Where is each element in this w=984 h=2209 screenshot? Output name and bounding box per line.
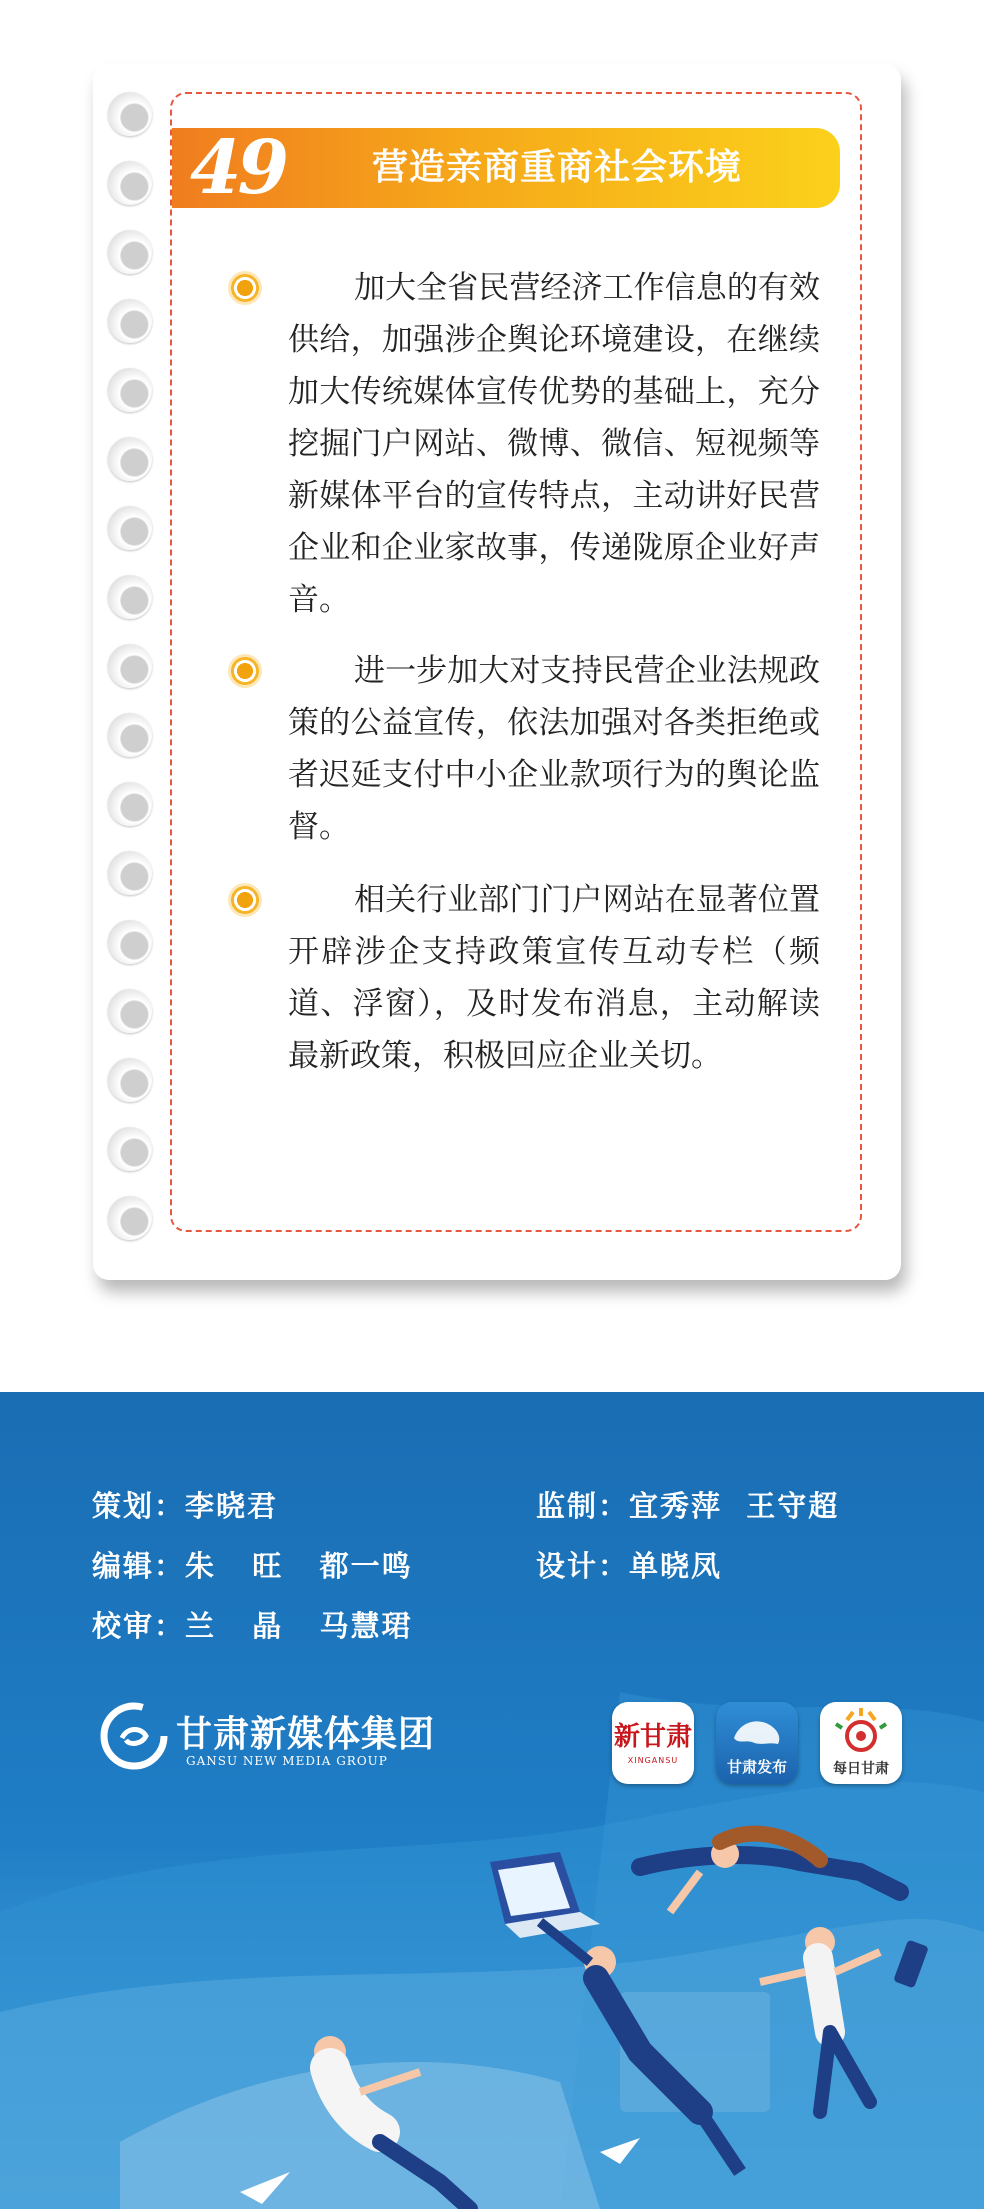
person-flying-top [640,1834,900,1912]
app-subtitle: XINGANSU [627,1756,679,1765]
binder-ring-icon [108,782,152,826]
binder-ring-icon [108,1127,152,1171]
credit-review: 校审：兰 晶 马慧珺 [92,1609,413,1643]
logo-name-en: GANSU NEW MEDIA GROUP [186,1754,388,1768]
binder-ring-icon [108,437,152,481]
bullet-icon [228,654,262,688]
binder-ring-icon [108,713,152,757]
gansu-map-icon [716,1708,798,1758]
xingansu-logo-icon[interactable] [612,1702,694,1784]
gansu-media-logo-icon [98,1700,170,1772]
binder-ring-icon [108,920,152,964]
paragraph-3: 相关行业部门门户网站在显著位置开辟涉企支持政策宣传互动专栏（频道、浮窗），及时发布消息，主动解读最新政策，积极回应企业关切。 [288,882,820,1074]
binder-ring-icon [108,989,152,1033]
logo-name-cn: 甘肃新媒体集团 [176,1713,436,1755]
credit-design: 设计：单晓凤 [536,1549,723,1583]
credit-supervision: 监制：宜秀萍 王守超 [536,1489,840,1523]
binder-ring-icon [108,644,152,688]
section-number: 49 [190,125,285,211]
credits-footer [0,1392,984,2209]
paragraph-2: 进一步加大对支持民营企业法规政策的公益宣传，依法加强对各类拒绝或者迟延支付中小企业款项行为的舆论监督。 [288,653,820,845]
app-name: 新甘肃 [613,1722,692,1752]
people-illustration [0,1812,984,2209]
binder-ring-icon [108,851,152,895]
meiri-gansu-logo-icon[interactable] [820,1702,902,1784]
binder-ring-icon [108,92,152,136]
gansu-fabu-logo-icon[interactable] [716,1702,798,1784]
paragraph-1: 加大全省民营经济工作信息的有效供给，加强涉企舆论环境建设，在继续加大传统媒体宣传优势的基础上，充分挖掘门户网站、微博、微信、短视频等新媒体平台的宣传特点，主动讲好民营企业和企业家故事，传递陇原企业好声音。 [288,270,820,618]
binder-ring-icon [108,230,152,274]
bullet-icon [228,271,262,305]
binder-ring-icon [108,1058,152,1102]
binder-ring-icon [108,575,152,619]
credit-planning: 策划：李晓君 [92,1489,279,1523]
binder-ring-icon [108,1196,152,1240]
binder-ring-icon [108,506,152,550]
section-title: 营造亲商重商社会环境 [372,147,743,188]
meiri-gansu-mark-icon [820,1706,902,1758]
binder-ring-icon [108,299,152,343]
credit-editing: 编辑：朱 旺 都一鸣 [92,1549,413,1583]
bullet-icon [228,883,262,917]
person-right [760,1927,880,2112]
app-name: 每日甘肃 [833,1761,889,1777]
app-name: 甘肃发布 [726,1758,787,1776]
phone-icon [893,1940,929,1989]
binder-ring-icon [108,161,152,205]
binder-rings [108,92,156,1242]
binder-ring-icon [108,368,152,412]
